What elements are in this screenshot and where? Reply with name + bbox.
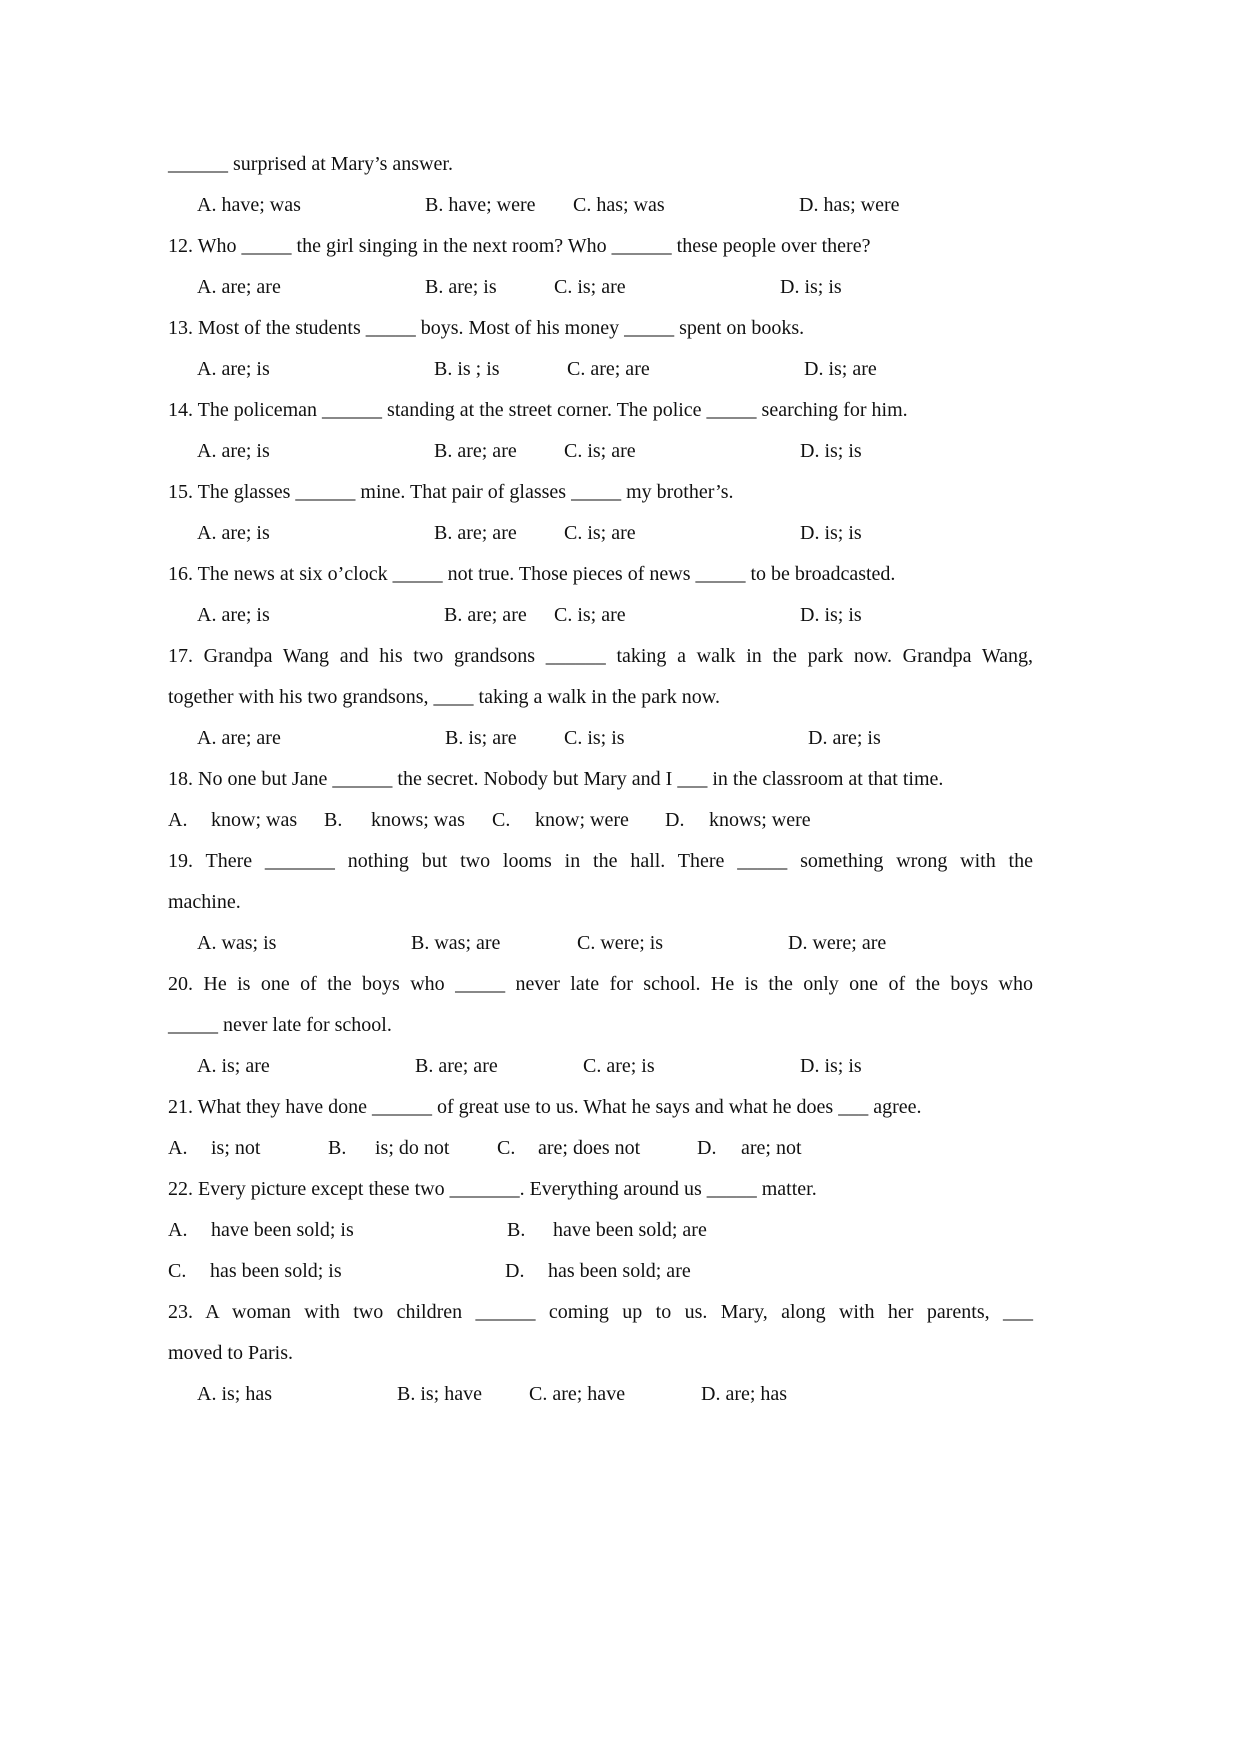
option-20-a: A. is; are	[197, 1055, 270, 1077]
option-17-a: A. are; are	[197, 727, 281, 749]
option-22-b: have been sold; are	[553, 1219, 707, 1241]
question-11-stem-end: ______ surprised at Mary’s answer.	[168, 153, 453, 175]
option-17-b: B. is; are	[445, 727, 517, 749]
question-12-stem: 12. Who _____ the girl singing in the next room? Who ______ these people over there?	[168, 235, 871, 257]
option-16-b: B. are; are	[444, 604, 527, 626]
option-15-c: C. is; are	[564, 522, 636, 544]
option-13-d: D. is; are	[804, 358, 877, 380]
question-20-stem-line-1: 20. He is one of the boys who _____ never late for school. He is the only one of the boys who	[168, 973, 1033, 995]
option-23-b: B. is; have	[397, 1383, 482, 1405]
option-14-d: D. is; is	[800, 440, 862, 462]
option-19-c: C. were; is	[577, 932, 664, 954]
option-21-d: are; not	[741, 1137, 802, 1159]
question-16-stem: 16. The news at six o’clock _____ not true. Those pieces of news _____ to be broadcasted.	[168, 563, 896, 585]
question-17-stem-line-1: 17. Grandpa Wang and his two grandsons ______ taking a walk in the park now. Grandpa Wang,	[168, 645, 1033, 667]
option-16-a: A. are; is	[197, 604, 270, 626]
option-17-c: C. is; is	[564, 727, 625, 749]
question-19-stem-line-2: machine.	[168, 891, 241, 913]
option-16-d: D. is; is	[800, 604, 862, 626]
option-23-a: A. is; has	[197, 1383, 272, 1405]
option-12-b: B. are; is	[425, 276, 497, 298]
option-21-c: are; does not	[538, 1137, 641, 1159]
question-20-stem-line-2: _____ never late for school.	[168, 1014, 392, 1036]
question-22-stem: 22. Every picture except these two _______. Everything around us _____ matter.	[168, 1178, 817, 1200]
option-22-d: has been sold; are	[548, 1260, 691, 1282]
option-20-d: D. is; is	[800, 1055, 862, 1077]
option-21-b: is; do not	[375, 1137, 450, 1159]
option-22-c-letter: C.	[168, 1260, 187, 1282]
option-22-d-letter: D.	[505, 1260, 525, 1282]
question-18-stem: 18. No one but Jane ______ the secret. Nobody but Mary and I ___ in the classroom at that time.	[168, 768, 944, 790]
question-19-stem-line-1: 19. There _______ nothing but two looms in the hall. There _____ something wrong with the	[168, 850, 1033, 872]
option-13-c: C. are; are	[567, 358, 650, 380]
option-11-b: B. have; were	[425, 194, 536, 216]
option-11-c: C. has; was	[573, 194, 665, 216]
option-13-a: A. are; is	[197, 358, 270, 380]
option-15-a: A. are; is	[197, 522, 270, 544]
option-22-a-letter: A.	[168, 1219, 188, 1241]
option-21-a: is; not	[211, 1137, 261, 1159]
option-18-c: know; were	[535, 809, 629, 831]
option-20-b: B. are; are	[415, 1055, 498, 1077]
option-22-a: have been sold; is	[211, 1219, 354, 1241]
question-23-stem-line-1: 23. A woman with two children ______ coming up to us. Mary, along with her parents, ___	[168, 1301, 1033, 1323]
question-23-stem-line-2: moved to Paris.	[168, 1342, 293, 1364]
option-20-c: C. are; is	[583, 1055, 655, 1077]
option-14-c: C. is; are	[564, 440, 636, 462]
option-18-a: know; was	[211, 809, 298, 831]
option-21-a-letter: A.	[168, 1137, 188, 1159]
option-19-b: B. was; are	[411, 932, 501, 954]
question-15-stem: 15. The glasses ______ mine. That pair of glasses _____ my brother’s.	[168, 481, 734, 503]
question-17-stem-line-2: together with his two grandsons, ____ taking a walk in the park now.	[168, 686, 720, 708]
option-17-d: D. are; is	[808, 727, 881, 749]
option-12-c: C. is; are	[554, 276, 626, 298]
option-13-b: B. is ; is	[434, 358, 500, 380]
option-21-b-letter: B.	[328, 1137, 347, 1159]
option-15-b: B. are; are	[434, 522, 517, 544]
question-13-stem: 13. Most of the students _____ boys. Most of his money _____ spent on books.	[168, 317, 805, 339]
option-15-d: D. is; is	[800, 522, 862, 544]
option-16-c: C. is; are	[554, 604, 626, 626]
option-18-d-letter: D.	[665, 809, 685, 831]
option-11-a: A. have; was	[197, 194, 301, 216]
option-21-d-letter: D.	[697, 1137, 717, 1159]
option-23-c: C. are; have	[529, 1383, 626, 1405]
option-14-a: A. are; is	[197, 440, 270, 462]
option-19-a: A. was; is	[197, 932, 277, 954]
option-21-c-letter: C.	[497, 1137, 516, 1159]
option-18-b: knows; was	[371, 809, 465, 831]
option-12-a: A. are; are	[197, 276, 281, 298]
option-22-b-letter: B.	[507, 1219, 526, 1241]
option-11-d: D. has; were	[799, 194, 900, 216]
option-14-b: B. are; are	[434, 440, 517, 462]
option-22-c: has been sold; is	[210, 1260, 342, 1282]
question-14-stem: 14. The policeman ______ standing at the street corner. The police _____ searching for him.	[168, 399, 908, 421]
option-19-d: D. were; are	[788, 932, 887, 954]
option-12-d: D. is; is	[780, 276, 842, 298]
option-18-d: knows; were	[709, 809, 811, 831]
option-18-a-letter: A.	[168, 809, 188, 831]
option-18-c-letter: C.	[492, 809, 511, 831]
option-18-b-letter: B.	[324, 809, 343, 831]
option-23-d: D. are; has	[701, 1383, 788, 1405]
question-21-stem: 21. What they have done ______ of great use to us. What he says and what he does ___ agree.	[168, 1096, 922, 1118]
